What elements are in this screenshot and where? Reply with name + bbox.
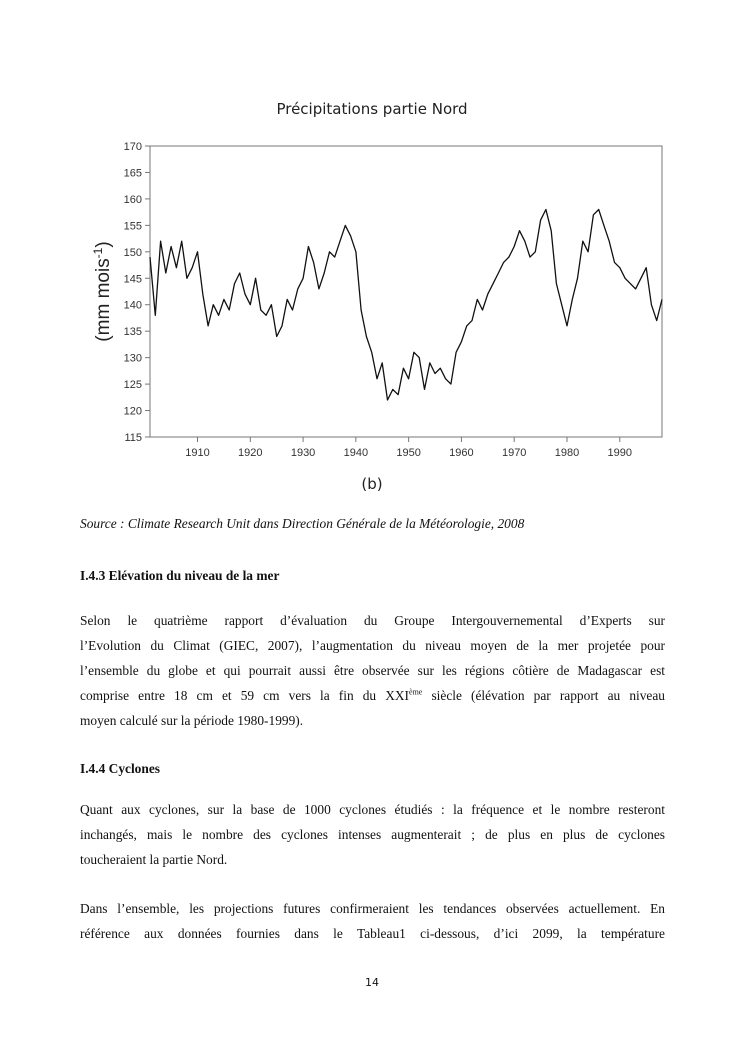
x-tick-label: 1950 <box>396 447 421 459</box>
paragraph-line <box>80 683 665 708</box>
paragraph-line: toucheraient la partie Nord. <box>80 852 228 867</box>
page-number: 14 <box>365 976 379 989</box>
x-tick-label: 1930 <box>290 447 316 459</box>
x-tick-label: 1920 <box>238 447 263 459</box>
plot-frame <box>150 146 662 437</box>
y-tick-label: 130 <box>123 352 142 365</box>
paragraph-line: référence aux données fournies dans le Tableau1 ci-dessous, d’ici 2099, la température <box>80 926 665 941</box>
x-tick-label: 1980 <box>554 447 580 459</box>
y-tick-label: 140 <box>123 299 142 312</box>
superscript: ème <box>409 687 423 697</box>
paragraph-line: Dans l’ensemble, les projections futures confirmeraient les tendances observées actuellement. En <box>80 901 665 916</box>
x-tick-label: 1910 <box>185 447 210 459</box>
chart-title: Précipitations partie Nord <box>276 100 468 118</box>
paragraph-line: l’Evolution du Climat (GIEC, 2007), l’augmentation du niveau moyen de la mer projetée pour <box>80 638 665 653</box>
y-axis-label-text: (mm mois <box>93 258 114 342</box>
paragraph-line: inchangés, mais le nombre des cyclones intenses augmenterait ; de plus en plus de cyclones <box>80 827 665 842</box>
y-axis-label-superscript: -1 <box>91 247 105 259</box>
figure-source: Source : Climate Research Unit dans Direction Générale de la Météorologie, 2008 <box>80 516 525 531</box>
paragraph-closing <box>80 896 665 946</box>
y-tick-label: 160 <box>123 193 142 206</box>
y-tick-label: 120 <box>123 405 142 418</box>
paragraph-line: moyen calculé sur la période 1980-1999). <box>80 713 304 728</box>
y-tick-label: 145 <box>123 273 142 286</box>
x-tick-label: 1940 <box>343 447 369 459</box>
y-tick-label: 115 <box>124 432 142 444</box>
x-tick-label: 1970 <box>501 447 527 459</box>
section-heading-sea-level: I.4.3 Elévation du niveau de la mer <box>80 568 280 583</box>
y-tick-label: 155 <box>123 220 142 233</box>
y-tick-label: 135 <box>123 326 142 339</box>
series-line <box>150 210 662 401</box>
section-heading-cyclones: I.4.4 Cyclones <box>80 761 160 776</box>
y-tick-label: 125 <box>123 379 142 392</box>
panel-label: (b) <box>361 475 383 493</box>
precipitation-chart <box>80 130 670 460</box>
y-tick-label: 150 <box>123 246 142 259</box>
paragraph-line: l’ensemble du globe et qui pourrait aussi être observée sur les régions côtière de Madagascar est <box>80 663 665 678</box>
paragraph-cyclones <box>80 797 665 872</box>
paragraph-line: Quant aux cyclones, sur la base de 1000 cyclones étudiés : la fréquence et le nombre resteront <box>80 802 665 817</box>
y-axis-label <box>91 241 114 341</box>
x-tick-label: 1990 <box>607 447 633 459</box>
y-axis-label-close: ) <box>93 241 114 248</box>
paragraph-line: Selon le quatrième rapport d’évaluation du Groupe Intergouvernemental d’Experts sur <box>80 613 665 628</box>
x-tick-label: 1960 <box>449 447 474 459</box>
y-tick-label: 170 <box>123 141 142 153</box>
text-span: comprise entre 18 cm et 59 cm vers la fin du XXI <box>80 688 410 703</box>
text-span: siècle (élévation par rapport au niveau <box>422 688 666 703</box>
paragraph-sea-level <box>80 608 665 733</box>
y-tick-label: 165 <box>123 167 142 180</box>
